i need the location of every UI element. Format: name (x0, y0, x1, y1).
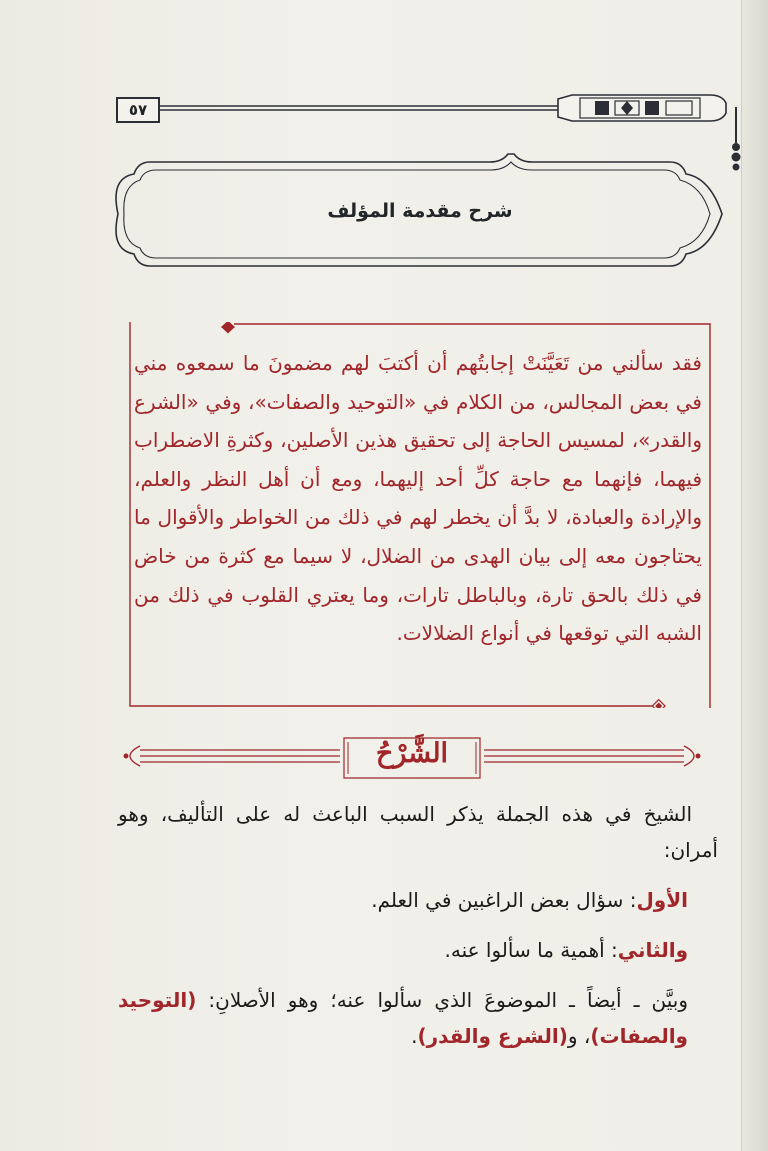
point-second (118, 932, 718, 968)
point-second-label: والثاني (617, 938, 688, 962)
point-first-text: : سؤال بعض الراغبين في العلم. (371, 888, 637, 912)
point-first-label: الأول (636, 888, 688, 912)
point-first (118, 882, 718, 918)
sharh-divider (112, 730, 712, 786)
page-number: ٥٧ (116, 97, 160, 123)
sharh-heading: الشَّرْحُ (375, 738, 449, 769)
topic-bold-b: (الشرع والقدر) (417, 1024, 568, 1048)
topic-text-c: . (411, 1024, 418, 1048)
chapter-title-frame (110, 148, 730, 280)
chapter-title: شرح مقدمة المؤلف (327, 200, 513, 222)
topic-text-a: وبيَّن ـ أيضاً ـ الموضوعَ الذي سألوا عنه؛ وهو الأصلانِ: (196, 988, 688, 1012)
topic-text-b: ، و (567, 1024, 591, 1048)
commentary-intro: الشيخ في هذه الجملة يذكر السبب الباعث له على التأليف، وهو أمران: (118, 802, 718, 862)
topic-bold-a: (التوحيد والصفات) (118, 988, 688, 1048)
matn-text: فقد سألني من تَعَيَّنَتْ إجابتُهم أن أكتبَ لهم مضمونَ ما سمعوه مني في بعض المجالس، من الكلام في «التوحيد والصفات»، وفي «الشرع والقدر»، لمسيس الحاجة إلى تحقيق هذين الأصلين، وكثرةِ الاضطراب فيهما، فإنهما مع حاجة كلِّ أحد إليهما، ومع أن أهل النظر والعلم، والإرادة والعبادة، لا بدَّ أن يخطر لهم في ذلك من الخواطر والأقوال ما يحتاجون معه إلى بيان الهدى من الضلال، لا سيما مع كثرة من خاض في ذلك بالحق تارة، وبالباطل تارات، وما يعتري القلوب في ذلك من الشبه التي توقعها في أنواع الضلالات. (134, 351, 702, 646)
commentary-body (118, 796, 718, 1054)
matn-box (122, 322, 718, 708)
point-topic (118, 982, 718, 1054)
point-second-text: : أهمية ما سألوا عنه. (444, 938, 618, 962)
